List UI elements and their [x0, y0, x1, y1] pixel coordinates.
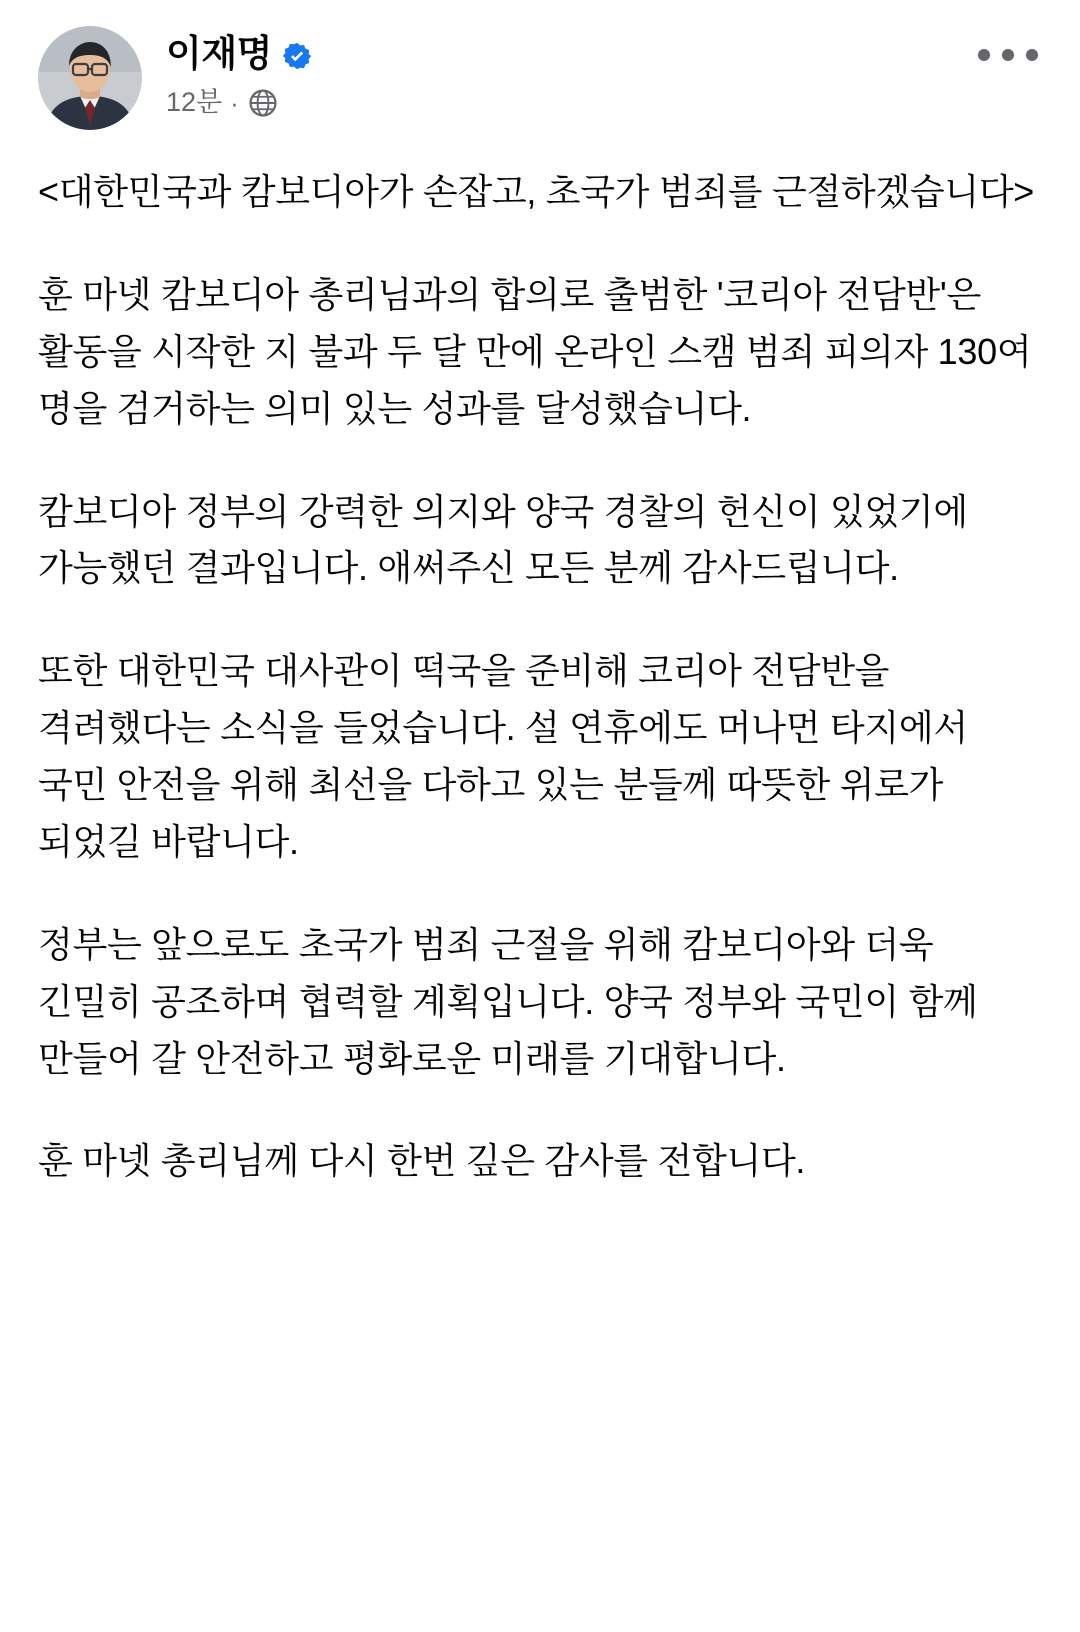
post-paragraph: 캄보디아 정부의 강력한 의지와 양국 경찰의 헌신이 있었기에 가능했던 결과입니다. 애써주신 모든 분께 감사드립니다.: [38, 490, 978, 589]
post-body: [0, 130, 1080, 1220]
author-name[interactable]: 이재명: [166, 33, 273, 74]
post-paragraph: 훈 마넷 총리님께 다시 한번 깊은 감사를 전합니다.: [38, 1140, 806, 1182]
post-timestamp[interactable]: 12분: [166, 87, 223, 118]
more-options-icon[interactable]: [978, 38, 1038, 72]
more-dot: [978, 49, 990, 61]
post-paragraph: 훈 마넷 캄보디아 총리님과의 합의로 출범한 '코리아 전담반'은 활동을 시작한 지 불과 두 달 만에 온라인 스캠 범죄 피의자 130여 명을 검거하는 의미 있는 성과를 달성했습니다.: [38, 273, 1042, 429]
meta-separator: ·: [230, 87, 239, 118]
author-row: [166, 32, 312, 76]
post-paragraph: 또한 대한민국 대사관이 떡국을 준비해 코리아 전담반을 격려했다는 소식을 들었습니다. 설 연휴에도 머나먼 타지에서 국민 안전을 위해 최선을 다하고 있는 분들께 따뜻한 위로가 되었길 바랍니다.: [38, 650, 978, 862]
globe-icon[interactable]: [249, 89, 277, 117]
avatar[interactable]: [38, 26, 142, 130]
more-dot: [1026, 49, 1038, 61]
more-dot: [1002, 49, 1014, 61]
header-text: [166, 26, 312, 118]
verified-badge-icon: [282, 41, 312, 71]
post-paragraph: 정부는 앞으로도 초국가 범죄 근절을 위해 캄보디아와 더욱 긴밀히 공조하며 협력할 계획입니다. 양국 정부와 국민이 함께 만들어 갈 안전하고 평화로운 미래를 기대합니다.: [38, 923, 988, 1079]
post-paragraph-title: <대한민국과 캄보디아가 손잡고, 초국가 범죄를 근절하겠습니다>: [38, 171, 1035, 212]
profile-photo: [38, 26, 142, 130]
post-meta: [166, 88, 312, 118]
post-header: [0, 0, 1080, 130]
